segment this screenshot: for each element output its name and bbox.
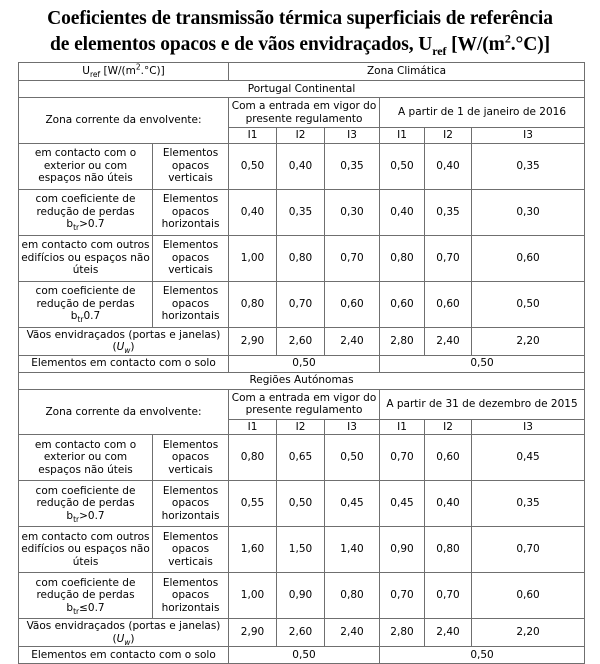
row-label-btr-2a (19, 481, 153, 527)
value-cell: 0,70 (472, 527, 585, 573)
climate-index-i1-left-2: I1 (229, 419, 277, 435)
value-cell: 0,60 (380, 281, 425, 327)
value-cell: 0,70 (425, 573, 472, 619)
table-row (19, 189, 585, 235)
value-cell: 0,80 (277, 235, 325, 281)
row-label-solo-2: Elementos em contacto com o solo (19, 647, 229, 664)
element-type-vertical-2a: Elementos opacos verticais (153, 435, 229, 481)
corner-header-u: U (82, 65, 90, 78)
period-group-current-2: Com a entrada em vigor do presente regulamento (229, 389, 380, 419)
value-cell: 0,50 (380, 143, 425, 189)
value-cell: 1,00 (229, 573, 277, 619)
zona-climatica-header: Zona Climática (229, 63, 585, 81)
value-cell: 0,60 (325, 281, 380, 327)
value-cell: 0,50 (380, 355, 585, 372)
value-cell: 2,90 (229, 619, 277, 647)
row-label-btr-subscript-1a: tr (73, 223, 80, 233)
value-cell: 0,50 (229, 647, 380, 664)
value-cell: 0,70 (425, 235, 472, 281)
value-cell: 0,50 (380, 647, 585, 664)
row-label-btr-subscript-2a: tr (73, 514, 80, 524)
vaos-label-text-2: Vãos envidraçados (portas e janelas) (26, 620, 221, 632)
climate-index-i1-right-1: I1 (380, 128, 425, 144)
vaos-sym-close-2: ) (130, 632, 135, 645)
corner-header-cell (19, 63, 229, 81)
vaos-label-text-1: Vãos envidraçados (portas e janelas) (26, 328, 221, 341)
table-row (19, 143, 585, 189)
table-row (19, 619, 585, 647)
page-title-m2-superscript: 2 (504, 31, 511, 46)
section-band-row (19, 372, 585, 389)
value-cell: 2,60 (277, 327, 325, 355)
page-title-line-2b: [W/(m (446, 34, 505, 55)
value-cell: 2,60 (277, 619, 325, 647)
row-label-btr-text-1a: com coeficiente de redução de perdas b (35, 193, 136, 231)
value-cell: 0,55 (229, 481, 277, 527)
value-cell: 0,70 (277, 281, 325, 327)
period-group-future-2: A partir de 31 de dezembro de 2015 (380, 389, 585, 419)
row-label-btr-subscript-1b: tr (77, 315, 84, 325)
table-row (19, 527, 585, 573)
value-cell: 0,40 (425, 481, 472, 527)
section-period-group-row (19, 389, 585, 419)
row-label-outros-2: em contacto com outros edifícios ou espaços não úteis (19, 527, 153, 573)
table-row (19, 573, 585, 619)
table-row (19, 435, 585, 481)
section-band-row (19, 81, 585, 98)
row-label-exterior-1: em contacto com o exterior ou com espaços não úteis (19, 143, 153, 189)
period-group-current-1: Com a entrada em vigor do presente regulamento (229, 98, 380, 128)
uref-reference-table (18, 62, 585, 664)
vaos-sym-close-1: ) (130, 341, 135, 353)
value-cell: 2,90 (229, 327, 277, 355)
page-title-line-2a: de elementos opacos e de vãos envidraçados, U (50, 34, 433, 55)
value-cell: 0,60 (425, 435, 472, 481)
value-cell: 2,80 (380, 327, 425, 355)
value-cell: 1,40 (325, 527, 380, 573)
climate-index-i3-left-2: I3 (325, 419, 380, 435)
corner-header-superscript: 2 (135, 62, 141, 72)
value-cell: 1,60 (229, 527, 277, 573)
table-row (19, 235, 585, 281)
value-cell: 0,45 (380, 481, 425, 527)
row-label-btr-tail-2b: ≤0.7 (79, 601, 105, 614)
value-cell: 0,65 (277, 435, 325, 481)
row-label-solo-1: Elementos em contacto com o solo (19, 355, 229, 372)
vaos-sym-open-2: ( (112, 632, 117, 645)
page-title-line-2c: .°C)] (510, 34, 550, 55)
climate-index-i2-left-2: I2 (277, 419, 325, 435)
value-cell: 0,50 (472, 281, 585, 327)
element-type-horizontal-1a: Elementos opacos horizontais (153, 189, 229, 235)
element-type-horizontal-1b: Elementos opacos horizontais (153, 281, 229, 327)
row-label-btr-subscript-2b: tr (73, 606, 80, 616)
row-label-btr-2b (19, 573, 153, 619)
value-cell: 0,80 (380, 235, 425, 281)
table-row (19, 481, 585, 527)
climate-index-i2-right-2: I2 (425, 419, 472, 435)
page-title-uref-subscript: ref (432, 43, 447, 58)
value-cell: 0,70 (380, 435, 425, 481)
value-cell: 0,30 (325, 189, 380, 235)
value-cell: 0,70 (380, 573, 425, 619)
climate-index-i2-left-1: I2 (277, 128, 325, 144)
table-row (19, 355, 585, 372)
vaos-sym-subscript-1: w (124, 346, 131, 356)
vaos-sym-u-2: U (116, 632, 125, 645)
element-type-vertical-2b: Elementos opacos verticais (153, 527, 229, 573)
value-cell: 0,45 (325, 481, 380, 527)
value-cell: 2,20 (472, 327, 585, 355)
value-cell: 0,50 (325, 435, 380, 481)
value-cell: 0,45 (472, 435, 585, 481)
corner-header-unit-open: [W/(m (100, 65, 136, 78)
corner-header-unit-close: .°C)] (140, 65, 165, 78)
element-type-vertical-1a: Elementos opacos verticais (153, 143, 229, 189)
value-cell: 2,40 (425, 327, 472, 355)
value-cell: 0,80 (229, 281, 277, 327)
element-type-horizontal-2a: Elementos opacos horizontais (153, 481, 229, 527)
value-cell: 0,50 (277, 481, 325, 527)
vaos-sym-subscript-2: w (124, 637, 131, 647)
value-cell: 2,40 (325, 619, 380, 647)
table-header-row (19, 63, 585, 81)
page-title (0, 0, 600, 62)
section-period-group-row (19, 98, 585, 128)
value-cell: 1,00 (229, 235, 277, 281)
table-row (19, 327, 585, 355)
row-label-btr-text-2a: com coeficiente de redução de perdas b (35, 484, 136, 522)
row-label-btr-tail-2a: >0.7 (79, 509, 105, 522)
value-cell: 0,35 (325, 143, 380, 189)
row-label-exterior-2: em contacto com o exterior ou com espaços não úteis (19, 435, 153, 481)
period-group-future-1: A partir de 1 de janeiro de 2016 (380, 98, 585, 128)
value-cell: 2,20 (472, 619, 585, 647)
vaos-sym-u-1: U (116, 341, 125, 353)
climate-index-i1-left-1: I1 (229, 128, 277, 144)
section-band-regioes-autonomas: Regiões Autónomas (19, 372, 585, 389)
climate-index-i3-right-2: I3 (472, 419, 585, 435)
value-cell: 0,80 (325, 573, 380, 619)
value-cell: 2,80 (380, 619, 425, 647)
row-label-btr-1a (19, 189, 153, 235)
value-cell: 0,70 (325, 235, 380, 281)
value-cell: 0,40 (277, 143, 325, 189)
table-container (0, 62, 600, 664)
element-type-horizontal-2b: Elementos opacos horizontais (153, 573, 229, 619)
value-cell: 0,35 (425, 189, 472, 235)
value-cell: 0,90 (277, 573, 325, 619)
value-cell: 0,90 (380, 527, 425, 573)
table-row (19, 281, 585, 327)
element-type-vertical-1b: Elementos opacos verticais (153, 235, 229, 281)
value-cell: 0,40 (229, 189, 277, 235)
climate-index-i2-right-1: I2 (425, 128, 472, 144)
row-label-vaos-envidracados-1 (19, 327, 229, 355)
climate-index-i3-left-1: I3 (325, 128, 380, 144)
climate-index-i3-right-1: I3 (472, 128, 585, 144)
value-cell: 0,35 (472, 143, 585, 189)
row-label-btr-text-1b: com coeficiente de redução de perdas b (35, 285, 136, 323)
value-cell: 2,40 (325, 327, 380, 355)
table-row (19, 647, 585, 664)
value-cell: 0,80 (425, 527, 472, 573)
value-cell: 0,60 (472, 573, 585, 619)
value-cell: 0,30 (472, 189, 585, 235)
value-cell: 0,50 (229, 143, 277, 189)
value-cell: 0,40 (380, 189, 425, 235)
zona-corrente-label-2: Zona corrente da envolvente: (19, 389, 229, 435)
value-cell: 0,60 (425, 281, 472, 327)
value-cell: 2,40 (425, 619, 472, 647)
value-cell: 0,50 (229, 355, 380, 372)
zona-corrente-label-1: Zona corrente da envolvente: (19, 98, 229, 144)
row-label-vaos-envidracados-2 (19, 619, 229, 647)
value-cell: 0,40 (425, 143, 472, 189)
value-cell: 0,35 (277, 189, 325, 235)
row-label-btr-tail-1a: >0.7 (79, 218, 105, 231)
climate-index-i1-right-2: I1 (380, 419, 425, 435)
row-label-btr-tail-1b: 0.7 (83, 310, 101, 323)
row-label-btr-text-2b: com coeficiente de redução de perdas b (35, 576, 136, 614)
page-title-line-1: Coeficientes de transmissão térmica superficiais de referência (47, 8, 553, 29)
vaos-sym-open-1: ( (112, 341, 117, 353)
corner-header-subscript: ref (89, 70, 101, 80)
section-band-portugal-continental: Portugal Continental (19, 81, 585, 98)
value-cell: 0,60 (472, 235, 585, 281)
value-cell: 0,35 (472, 481, 585, 527)
value-cell: 0,80 (229, 435, 277, 481)
row-label-outros-1: em contacto com outros edifícios ou espaços não úteis (19, 235, 153, 281)
value-cell: 1,50 (277, 527, 325, 573)
row-label-btr-1b (19, 281, 153, 327)
